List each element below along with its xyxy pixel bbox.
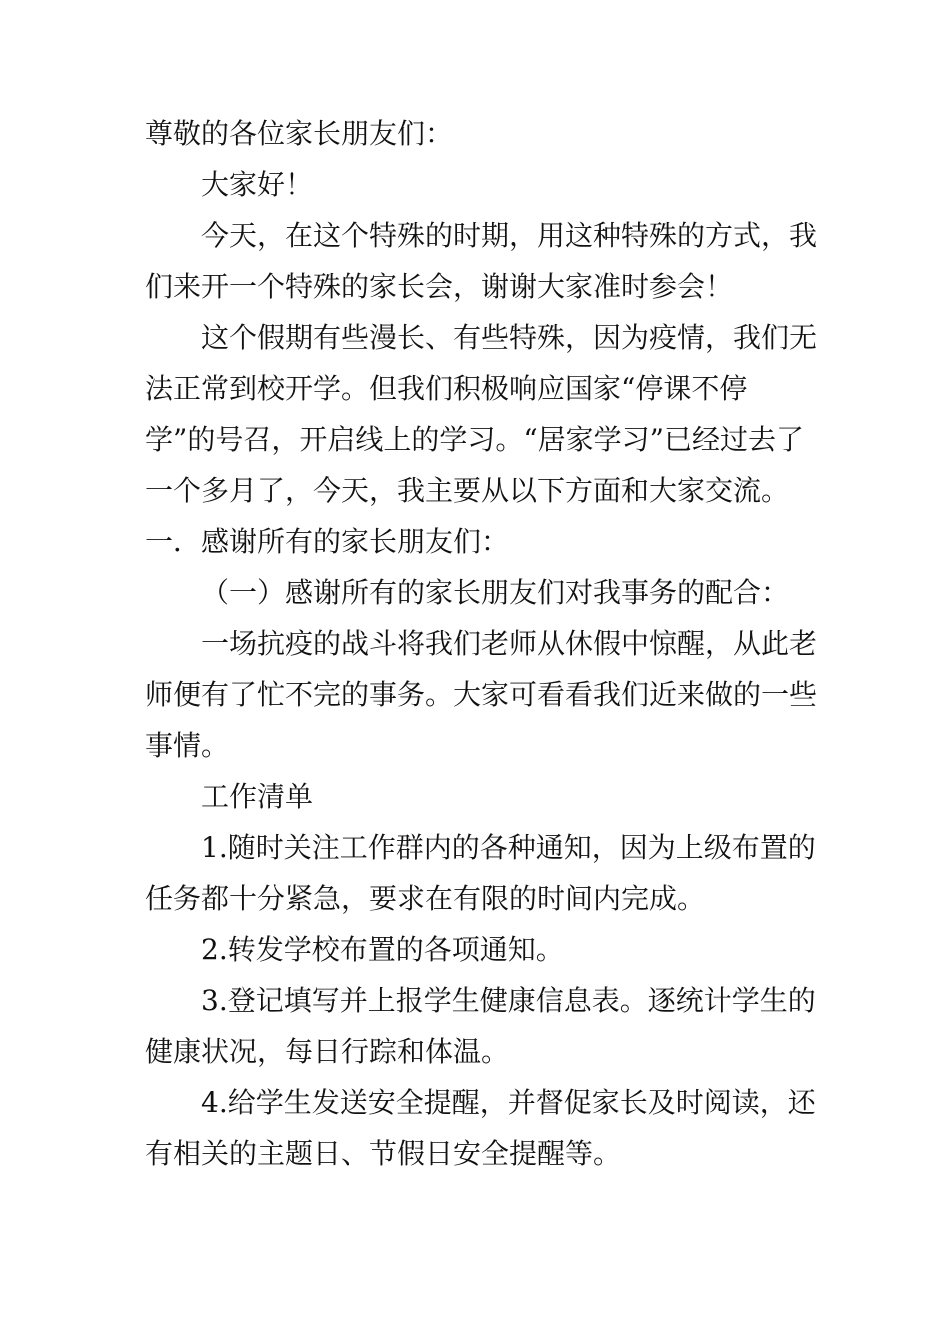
salutation: 尊敬的各位家长朋友们：: [145, 117, 454, 150]
work-list-title: 工作清单: [201, 780, 314, 813]
document-body: [145, 108, 817, 1179]
work-list-item-3: 3.登记填写并上报学生健康信息表。逐统计学生的健康状况，每日行踪和体温。: [145, 984, 816, 1068]
section-heading-1: 一．感谢所有的家长朋友们：: [145, 525, 510, 558]
work-list-item-4: 4.给学生发送安全提醒，并督促家长及时阅读，还有相关的主题日、节假日安全提醒等。: [145, 1086, 816, 1170]
background-paragraph: 这个假期有些漫长、有些特殊，因为疫情，我们无法正常到校开学。但我们积极响应国家“停课不停学”的号召，开启线上的学习。“居家学习”已经过去了一个多月了，今天，我主要从以下方面和大家交流。: [145, 321, 818, 507]
body-paragraph-1: 一场抗疫的战斗将我们老师从休假中惊醒，从此老师便有了忙不完的事务。大家可看看我们近来做的一些事情。: [145, 627, 818, 762]
work-list-item-2: 2.转发学校布置的各项通知。: [201, 933, 564, 966]
work-list-item-1: 1.随时关注工作群内的各种通知，因为上级布置的任务都十分紧急，要求在有限的时间内完成。: [145, 831, 816, 915]
greeting-line: 大家好！: [201, 168, 314, 201]
subsection-heading-1: （一）感谢所有的家长朋友们对我事务的配合：: [201, 576, 790, 609]
intro-paragraph: 今天，在这个特殊的时期，用这种特殊的方式，我们来开一个特殊的家长会，谢谢大家准时参会！: [145, 219, 818, 303]
